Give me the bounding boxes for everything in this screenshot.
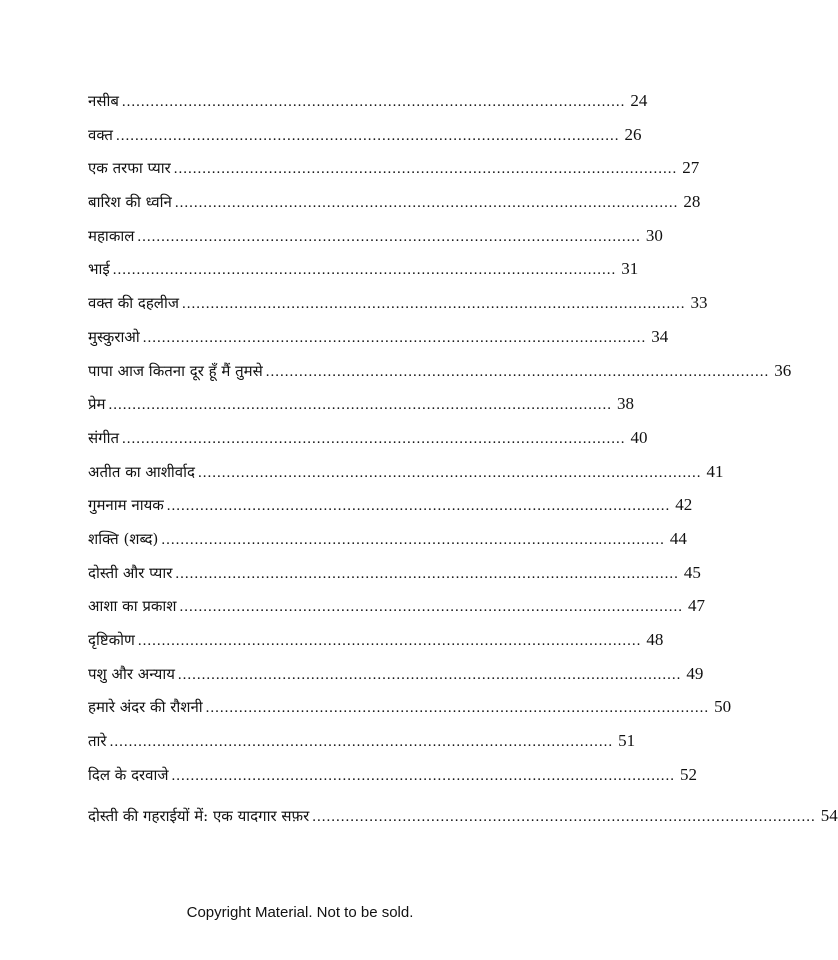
dot-leader: .......................................................................................................... (265, 363, 770, 380)
dot-leader: .......................................................................................................... (122, 430, 626, 447)
toc-entry (88, 801, 838, 835)
toc-entry-title: बारिश की ध्वनि (88, 193, 172, 212)
table-of-contents (88, 86, 838, 835)
toc-entry-page: 42 (675, 495, 693, 515)
toc-entry-page: 48 (646, 630, 664, 649)
toc-entry-page: 24 (630, 91, 648, 110)
toc-entry-page: 36 (774, 360, 792, 380)
dot-leader: .......................................................................................................... (177, 666, 682, 683)
toc-entry-title: गुमनाम नायक (88, 496, 164, 515)
toc-entry-title: भाई (88, 260, 110, 279)
toc-entry-page: 52 (680, 764, 698, 784)
toc-entry-title: संगीत (88, 428, 120, 447)
toc-entry-title: अतीत का आशीर्वाद (88, 462, 195, 481)
toc-entry (88, 558, 701, 592)
dot-leader: .......................................................................................................... (166, 498, 671, 515)
toc-entry-title: पशु और अन्याय (88, 664, 175, 683)
dot-leader: .......................................................................................................... (174, 195, 679, 212)
dot-leader: .......................................................................................................... (137, 633, 642, 649)
dot-leader: .......................................................................................................... (182, 296, 686, 313)
toc-entry-page: 30 (645, 225, 663, 245)
toc-entry-page: 49 (686, 663, 704, 683)
dot-leader: .......................................................................................................... (142, 329, 647, 346)
toc-entry (88, 322, 669, 356)
toc-entry-title: दोस्ती की गहराईयों में: एक यादगार सफ़र (88, 807, 310, 826)
toc-entry (88, 760, 698, 794)
toc-entry-title: आशा का प्रकाश (88, 597, 177, 616)
toc-entry (88, 221, 663, 255)
toc-entry (88, 153, 700, 187)
dot-leader: .......................................................................................................... (109, 734, 614, 751)
toc-entry (88, 726, 636, 760)
toc-entry (88, 457, 724, 491)
toc-entry (88, 659, 704, 693)
toc-entry-title: दृष्टिकोण (88, 631, 135, 649)
dot-leader: .......................................................................................................... (171, 767, 676, 784)
toc-entry-title: प्रेम (88, 395, 106, 414)
toc-entry (88, 524, 687, 558)
toc-entry-page: 51 (618, 731, 636, 751)
dot-leader: .......................................................................................................... (108, 397, 613, 414)
toc-entry-page: 28 (683, 192, 701, 212)
toc-entry (88, 423, 648, 457)
toc-entry-title: महाकाल (88, 226, 135, 245)
dot-leader: .......................................................................................................... (173, 161, 678, 178)
dot-leader: .......................................................................................................... (121, 94, 626, 110)
toc-entry-title: हमारे अंदर की रौशनी (88, 698, 203, 717)
toc-entry-page: 45 (683, 562, 701, 582)
toc-entry (88, 591, 705, 625)
toc-entry (88, 356, 792, 390)
toc-entry (88, 692, 732, 726)
dot-leader: .......................................................................................................... (312, 809, 816, 826)
toc-entry-title: नसीब (88, 92, 119, 110)
toc-entry-page: 40 (630, 427, 648, 447)
dot-leader: .......................................................................................................... (198, 464, 702, 481)
toc-entry (88, 389, 635, 423)
toc-entry (88, 254, 639, 288)
toc-entry-page: 27 (682, 158, 700, 178)
toc-entry (88, 288, 708, 322)
toc-entry-title: दिल के दरवाजे (88, 765, 169, 784)
dot-leader: .......................................................................................................... (112, 262, 617, 279)
toc-entry-title: मुस्कुराओ (88, 327, 140, 346)
toc-entry-page: 54 (820, 806, 838, 826)
toc-entry-title: वक्त की दहलीज (88, 294, 179, 313)
dot-leader: .......................................................................................................... (137, 228, 641, 245)
toc-entry (88, 120, 642, 154)
toc-entry-title: वक्त (88, 125, 113, 144)
toc-entry-title: पापा आज कितना दूर हूँ मैं तुमसे (88, 361, 263, 380)
dot-leader: .......................................................................................................... (115, 127, 620, 144)
dot-leader: .......................................................................................................... (205, 700, 710, 717)
copyright-footer: Copyright Material. Not to be sold. (186, 904, 414, 921)
toc-entry-page: 50 (714, 697, 732, 717)
toc-entry-page: 41 (706, 461, 724, 481)
toc-entry-title: शक्ति (शब्द) (88, 529, 159, 548)
toc-entry-page: 33 (690, 293, 708, 313)
toc-entry (88, 490, 693, 524)
dot-leader: .......................................................................................................... (179, 599, 683, 616)
toc-entry-page: 34 (651, 326, 669, 346)
toc-entry-page: 38 (617, 394, 635, 414)
dot-leader: .......................................................................................................... (161, 531, 665, 548)
dot-leader: .......................................................................................................... (175, 565, 679, 582)
toc-entry-title: तारे (88, 732, 107, 751)
toc-entry-page: 47 (688, 596, 705, 616)
toc-entry-title: एक तरफा प्यार (88, 159, 171, 178)
toc-entry-page: 26 (624, 124, 642, 144)
toc-entry-title: दोस्ती और प्यार (88, 563, 173, 582)
toc-entry (88, 187, 701, 221)
toc-entry (88, 625, 664, 659)
toc-entry-page: 31 (621, 259, 639, 279)
toc-entry-page: 44 (669, 528, 687, 548)
toc-entry (88, 86, 648, 120)
